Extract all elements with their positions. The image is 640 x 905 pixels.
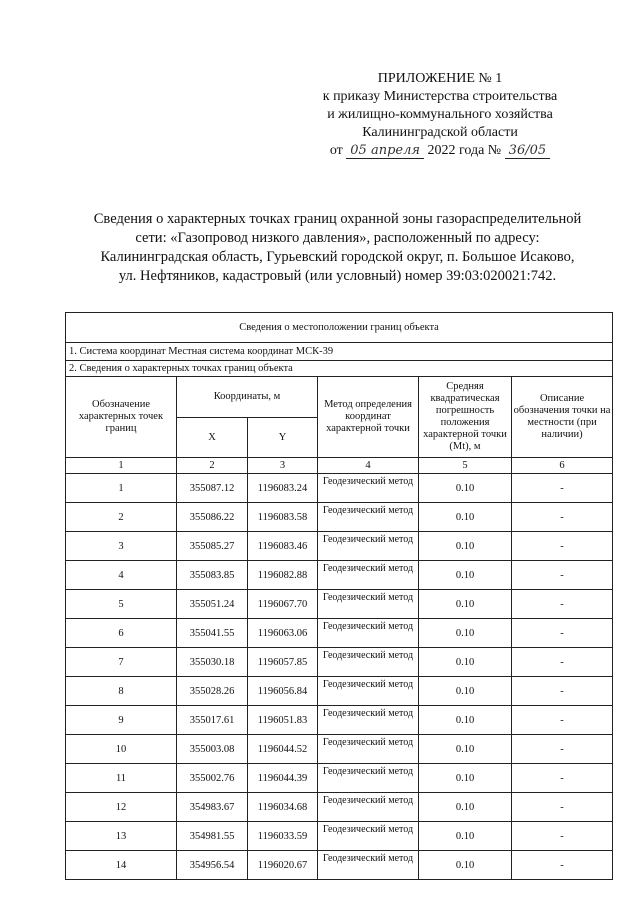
point-description: -: [512, 677, 613, 706]
table-row: [66, 706, 613, 735]
points-section-row: 2. Сведения о характерных точках границ объекта: [66, 361, 613, 377]
column-number: 1: [66, 458, 177, 474]
header-x: X: [177, 418, 248, 458]
point-description: -: [512, 561, 613, 590]
table-row: [66, 851, 613, 880]
point-number: 9: [66, 706, 177, 735]
coordinates-table: [65, 312, 613, 880]
point-description: -: [512, 619, 613, 648]
appendix-header: [300, 70, 580, 160]
header-point: Обозначение характерных точек границ: [66, 377, 177, 458]
mean-error: 0.10: [419, 503, 512, 532]
mean-error: 0.10: [419, 474, 512, 503]
table-row: [66, 764, 613, 793]
table-row: [66, 532, 613, 561]
y-coordinate: 1196083.58: [248, 503, 318, 532]
mean-error: 0.10: [419, 706, 512, 735]
mean-error: 0.10: [419, 822, 512, 851]
method: Геодезический метод: [318, 793, 419, 822]
table-row: [66, 590, 613, 619]
table-row: [66, 503, 613, 532]
x-coordinate: 355017.61: [177, 706, 248, 735]
point-description: -: [512, 793, 613, 822]
heading-line-2: сети: «Газопровод низкого давления», расположенный по адресу:: [135, 230, 540, 246]
table-row: [66, 677, 613, 706]
appendix-line-3: Калининградской области: [362, 125, 518, 140]
point-number: 3: [66, 532, 177, 561]
point-number: 14: [66, 851, 177, 880]
column-number-row: [66, 458, 613, 474]
mean-error: 0.10: [419, 590, 512, 619]
point-description: -: [512, 503, 613, 532]
method: Геодезический метод: [318, 677, 419, 706]
point-description: -: [512, 590, 613, 619]
y-coordinate: 1196034.68: [248, 793, 318, 822]
y-coordinate: 1196044.39: [248, 764, 318, 793]
column-number: 2: [177, 458, 248, 474]
column-number: 3: [248, 458, 318, 474]
coordinate-system-row: 1. Система координат Местная система координат МСК-39: [66, 343, 613, 361]
appendix-date-line: [300, 142, 580, 160]
x-coordinate: 355003.08: [177, 735, 248, 764]
point-number: 7: [66, 648, 177, 677]
point-number: 5: [66, 590, 177, 619]
point-number: 6: [66, 619, 177, 648]
x-coordinate: 355083.85: [177, 561, 248, 590]
method: Геодезический метод: [318, 822, 419, 851]
x-coordinate: 355086.22: [177, 503, 248, 532]
mean-error: 0.10: [419, 677, 512, 706]
mean-error: 0.10: [419, 561, 512, 590]
point-description: -: [512, 474, 613, 503]
mean-error: 0.10: [419, 619, 512, 648]
table-row: [66, 474, 613, 503]
point-description: -: [512, 822, 613, 851]
mean-error: 0.10: [419, 764, 512, 793]
mean-error: 0.10: [419, 532, 512, 561]
x-coordinate: 354983.67: [177, 793, 248, 822]
point-number: 4: [66, 561, 177, 590]
y-coordinate: 1196051.83: [248, 706, 318, 735]
y-coordinate: 1196063.06: [248, 619, 318, 648]
mean-error: 0.10: [419, 735, 512, 764]
point-description: -: [512, 706, 613, 735]
column-number: 5: [419, 458, 512, 474]
method: Геодезический метод: [318, 503, 419, 532]
table-row: [66, 619, 613, 648]
mean-error: 0.10: [419, 793, 512, 822]
point-number: 2: [66, 503, 177, 532]
x-coordinate: 355030.18: [177, 648, 248, 677]
method: Геодезический метод: [318, 619, 419, 648]
appendix-line-2: и жилищно-коммунального хозяйства: [327, 107, 553, 122]
x-coordinate: 354981.55: [177, 822, 248, 851]
x-coordinate: 354956.54: [177, 851, 248, 880]
mean-error: 0.10: [419, 851, 512, 880]
handwritten-date: 05 апреля: [346, 144, 424, 159]
header-method: Метод определения координат характерной точки: [318, 377, 419, 458]
point-number: 12: [66, 793, 177, 822]
method: Геодезический метод: [318, 764, 419, 793]
y-coordinate: 1196056.84: [248, 677, 318, 706]
method: Геодезический метод: [318, 706, 419, 735]
point-number: 11: [66, 764, 177, 793]
table-row: [66, 561, 613, 590]
table-title: Сведения о местоположении границ объекта: [66, 313, 613, 343]
point-description: -: [512, 735, 613, 764]
point-description: -: [512, 532, 613, 561]
heading-line-3: Калининградская область, Гурьевский городской округ, п. Большое Исаково,: [100, 249, 575, 265]
point-number: 8: [66, 677, 177, 706]
table-row: [66, 735, 613, 764]
table-row: [66, 648, 613, 677]
y-coordinate: 1196067.70: [248, 590, 318, 619]
header-description: Описание обозначения точки на местности (при наличии): [512, 377, 613, 458]
column-number: 6: [512, 458, 613, 474]
method: Геодезический метод: [318, 474, 419, 503]
method: Геодезический метод: [318, 648, 419, 677]
header-coordinates: Координаты, м: [177, 377, 318, 418]
method: Геодезический метод: [318, 735, 419, 764]
x-coordinate: 355028.26: [177, 677, 248, 706]
heading-line-1: Сведения о характерных точках границ охранной зоны газораспределительной: [93, 211, 582, 227]
header-y: Y: [248, 418, 318, 458]
date-prefix: от: [329, 143, 343, 158]
document-heading: [60, 210, 615, 286]
y-coordinate: 1196083.24: [248, 474, 318, 503]
method: Геодезический метод: [318, 590, 419, 619]
mean-error: 0.10: [419, 648, 512, 677]
y-coordinate: 1196020.67: [248, 851, 318, 880]
y-coordinate: 1196057.85: [248, 648, 318, 677]
point-description: -: [512, 648, 613, 677]
appendix-title: ПРИЛОЖЕНИЕ № 1: [377, 71, 503, 86]
table-row: [66, 822, 613, 851]
heading-line-4: ул. Нефтяников, кадастровый (или условный) номер 39:03:020021:742.: [118, 268, 557, 284]
x-coordinate: 355085.27: [177, 532, 248, 561]
method: Геодезический метод: [318, 851, 419, 880]
appendix-line-1: к приказу Министерства строительства: [322, 89, 558, 104]
x-coordinate: 355002.76: [177, 764, 248, 793]
x-coordinate: 355087.12: [177, 474, 248, 503]
x-coordinate: 355041.55: [177, 619, 248, 648]
point-number: 13: [66, 822, 177, 851]
point-number: 10: [66, 735, 177, 764]
y-coordinate: 1196082.88: [248, 561, 318, 590]
table-row: [66, 793, 613, 822]
y-coordinate: 1196033.59: [248, 822, 318, 851]
method: Геодезический метод: [318, 561, 419, 590]
handwritten-number: 36/05: [505, 144, 550, 159]
y-coordinate: 1196044.52: [248, 735, 318, 764]
point-description: -: [512, 764, 613, 793]
y-coordinate: 1196083.46: [248, 532, 318, 561]
point-number: 1: [66, 474, 177, 503]
header-error: Средняя квадратическая погрешность положения характерной точки (Mt), м: [419, 377, 512, 458]
point-description: -: [512, 851, 613, 880]
column-number: 4: [318, 458, 419, 474]
x-coordinate: 355051.24: [177, 590, 248, 619]
date-year: 2022 года №: [427, 143, 502, 158]
method: Геодезический метод: [318, 532, 419, 561]
